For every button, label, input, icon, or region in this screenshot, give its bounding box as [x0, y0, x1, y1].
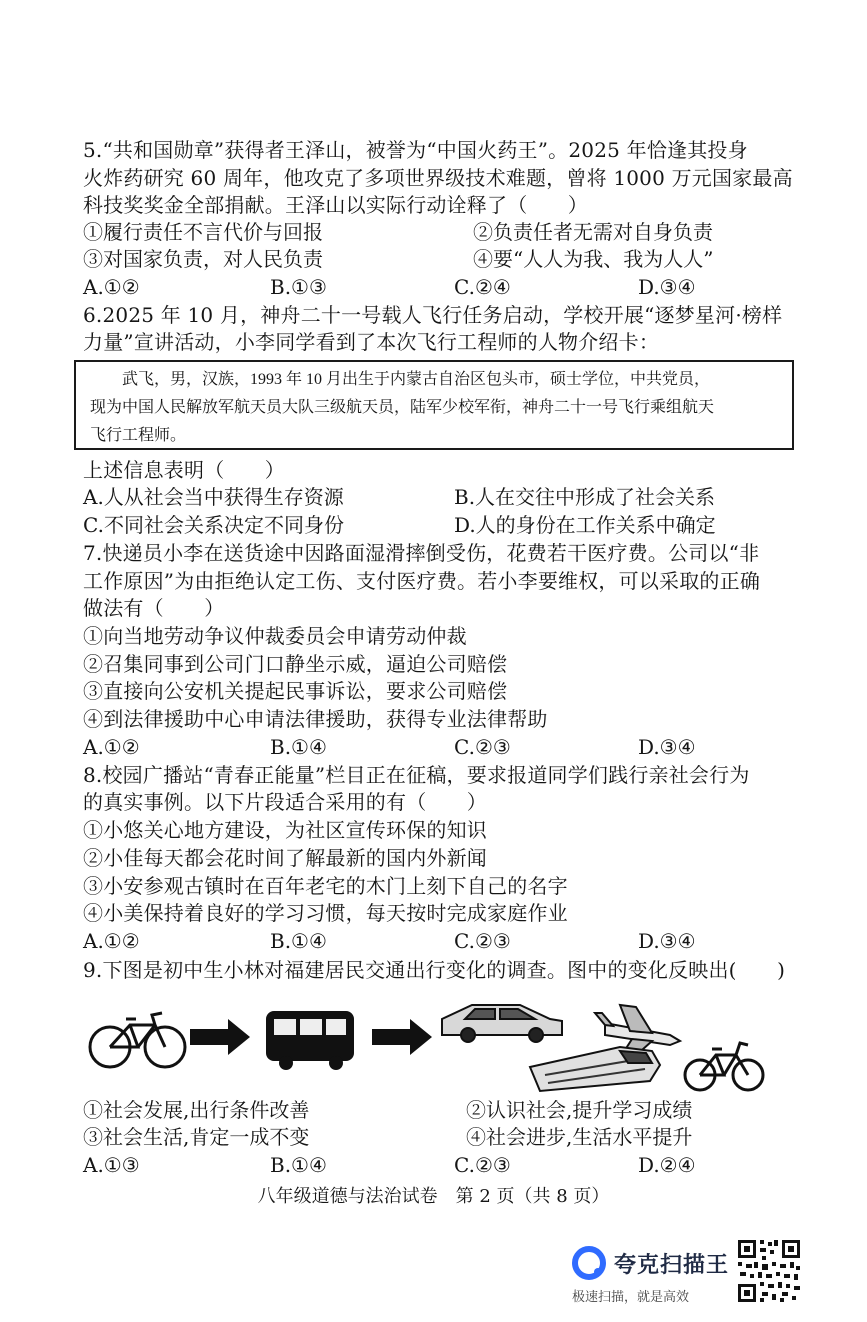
- profile-card-line-3: 飞行工程师。: [90, 427, 187, 444]
- qr-code-icon[interactable]: [736, 1238, 802, 1304]
- bicycle-icon: [90, 1013, 185, 1067]
- q7-statement-2: ②召集同事到公司门口静坐示威，逼迫公司赔偿: [83, 652, 508, 676]
- q7-choice-a: A.①②: [83, 735, 140, 759]
- q9-choice-d: D.②④: [638, 1153, 696, 1177]
- q9-statement-1: ①社会发展,出行条件改善: [83, 1098, 310, 1122]
- q6-choice-b: B.人在交往中形成了社会关系: [454, 485, 716, 509]
- q7-line-1: 7.快递员小李在送货途中因路面湿滑摔倒受伤，花费若干医疗费。公司以“非: [83, 541, 760, 565]
- q5-choice-d: D.③④: [638, 275, 696, 299]
- q9-choice-a: A.①③: [83, 1153, 140, 1177]
- q8-line-2: 的真实事例。以下片段适合采用的有（ ）: [83, 790, 487, 814]
- scanner-slogan: 极速扫描，就是高效: [572, 1290, 690, 1305]
- q9-statement-3: ③社会生活,肯定一成不变: [83, 1125, 310, 1149]
- q7-choice-c: C.②③: [454, 735, 511, 759]
- scanner-logo-icon: [572, 1246, 606, 1280]
- q7-statement-1: ①向当地劳动争议仲裁委员会申请劳动仲裁: [83, 624, 467, 648]
- q8-choice-a: A.①②: [83, 929, 140, 953]
- q9-choice-b: B.①④: [270, 1153, 327, 1177]
- q5-choice-c: C.②④: [454, 275, 511, 299]
- scanner-watermark: [572, 1240, 732, 1310]
- q8-statement-2: ②小佳每天都会花时间了解最新的国内外新闻: [83, 846, 487, 870]
- q8-statement-1: ①小悠关心地方建设，为社区宣传环保的知识: [83, 818, 487, 842]
- q9-stem: 9.下图是初中生小林对福建居民交通出行变化的调查。图中的变化反映出( ): [83, 958, 786, 982]
- q6-line-2: 力量”宣讲活动，小李同学看到了本次飞行工程师的人物介绍卡：: [83, 330, 660, 354]
- arrow-icon: [372, 1019, 432, 1055]
- q7-line-2: 工作原因”为由拒绝认定工伤、支付医疗费。若小李要维权，可以采取的正确: [83, 569, 761, 593]
- q6-stem: 上述信息表明（ ）: [83, 458, 285, 482]
- bus-icon: [266, 1011, 354, 1070]
- q8-choice-c: C.②③: [454, 929, 511, 953]
- q8-choice-b: B.①④: [270, 929, 327, 953]
- q6-choice-a: A.人从社会当中获得生存资源: [83, 485, 344, 509]
- q8-choice-d: D.③④: [638, 929, 696, 953]
- train-icon: [530, 1047, 660, 1091]
- q5-line-2: 火炸药研究 60 周年，他攻克了多项世界级技术难题，曾将 1000 万元国家最高: [83, 166, 793, 190]
- q6-line-1: 6.2025 年 10 月，神舟二十一号载人飞行任务启动，学校开展“逐梦星河·榜样: [83, 303, 783, 327]
- q7-statement-3: ③直接向公安机关提起民事诉讼，要求公司赔偿: [83, 679, 508, 703]
- q5-choice-a: A.①②: [83, 275, 140, 299]
- transport-change-figure: [80, 995, 780, 1100]
- q5-line-3: 科技奖奖金全部捐献。王泽山以实际行动诠释了（ ）: [83, 193, 588, 217]
- q5-statement-4: ④要“人人为我、我为人人”: [473, 247, 714, 271]
- page-footer: 八年级道德与法治试卷 第 2 页（共 8 页）: [257, 1186, 610, 1207]
- q6-choice-c: C.不同社会关系决定不同身份: [83, 513, 344, 537]
- q5-line-1: 5.“共和国勋章”获得者王泽山，被誉为“中国火药王”。2025 年恰逢其投身: [83, 138, 748, 162]
- q8-line-1: 8.校园广播站“青春正能量”栏目正在征稿，要求报道同学们践行亲社会行为: [83, 763, 750, 787]
- profile-card: [74, 360, 794, 450]
- q9-statement-4: ④社会进步,生活水平提升: [466, 1125, 693, 1149]
- q5-choice-b: B.①③: [270, 275, 327, 299]
- q7-statement-4: ④到法律援助中心申请法律援助，获得专业法律帮助: [83, 707, 548, 731]
- q9-statement-2: ②认识社会,提升学习成绩: [466, 1098, 693, 1122]
- profile-card-line-1: 武飞，男，汉族，1993 年 10 月出生于内蒙古自治区包头市，硕士学位，中共党员，: [122, 371, 711, 388]
- car-icon: [442, 1005, 562, 1042]
- q9-choice-c: C.②③: [454, 1153, 511, 1177]
- q8-statement-4: ④小美保持着良好的学习习惯，每天按时完成家庭作业: [83, 901, 568, 925]
- profile-card-line-2: 现为中国人民解放军航天员大队三级航天员，陆军少校军衔，神舟二十一号飞行乘组航天: [90, 399, 715, 416]
- q6-choice-d: D.人的身份在工作关系中确定: [454, 513, 716, 537]
- q5-statement-1: ①履行责任不言代价与回报: [83, 220, 323, 244]
- q7-choice-d: D.③④: [638, 735, 696, 759]
- q7-choice-b: B.①④: [270, 735, 327, 759]
- arrow-icon: [190, 1019, 250, 1055]
- q8-statement-3: ③小安参观古镇时在百年老宅的木门上刻下自己的名字: [83, 874, 568, 898]
- q5-statement-3: ③对国家负责，对人民负责: [83, 247, 323, 271]
- shared-bicycle-icon: [685, 1043, 763, 1090]
- scanner-brand-name: 夸克扫描王: [614, 1253, 730, 1278]
- q7-line-3: 做法有（ ）: [83, 596, 225, 620]
- q5-statement-2: ②负责任者无需对自身负责: [473, 220, 713, 244]
